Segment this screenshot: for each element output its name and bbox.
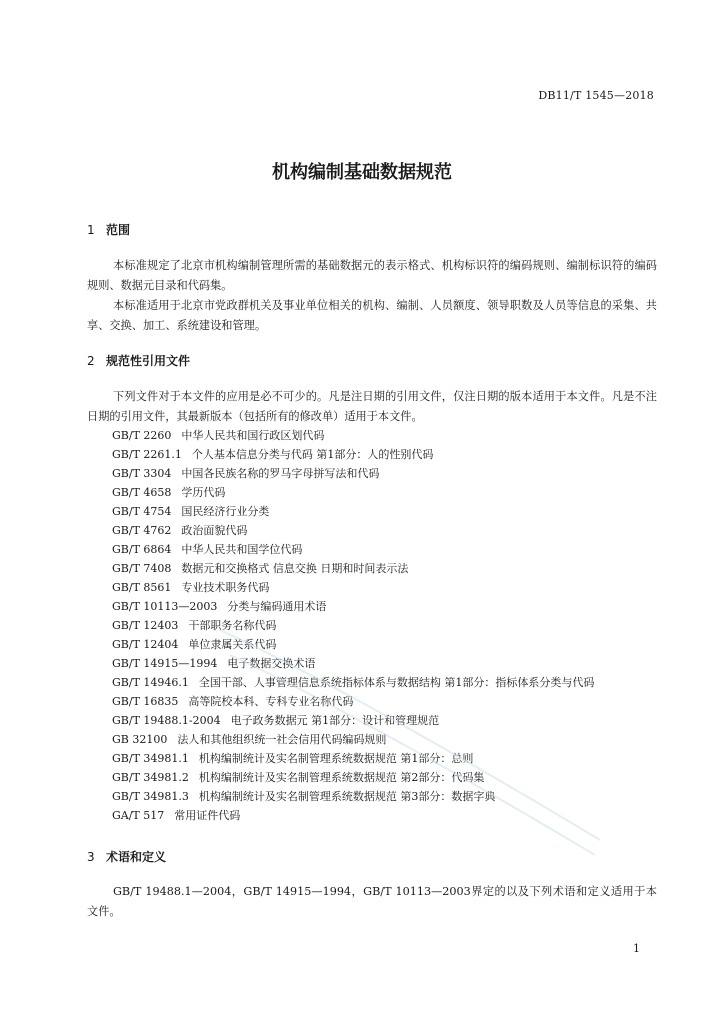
reference-title: 国民经济行业分类	[181, 505, 270, 518]
section-title: 规范性引用文件	[106, 354, 191, 368]
section-number: 1	[87, 223, 95, 237]
reference-code: GB/T 14915—1994	[112, 657, 218, 670]
reference-title: 分类与编码通用术语	[227, 600, 327, 613]
reference-code: GB/T 4658	[112, 486, 172, 499]
reference-code: GB/T 10113—2003	[112, 600, 218, 613]
section-number: 2	[87, 354, 95, 368]
reference-code: GB/T 19488.1-2004	[112, 714, 221, 727]
reference-title: 高等院校本科、专科专业名称代码	[188, 695, 354, 708]
reference-item	[112, 464, 594, 483]
reference-code: GB/T 2261.1	[112, 448, 182, 461]
section-heading-terms	[87, 848, 166, 865]
scope-paragraph-2: 本标准适用于北京市党政群机关及事业单位相关的机构、编制、人员额度、领导职数及人员等信息的采集、共享、交换、加工、系统建设和管理。	[87, 299, 657, 332]
reference-item	[112, 711, 594, 730]
references-intro-text: 下列文件对于本文件的应用是必不可少的。凡是注日期的引用文件，仅注日期的版本适用于本文件。凡是不注日期的引用文件，其最新版本（包括所有的修改单）适用于本文件。	[87, 390, 657, 423]
reference-item	[112, 787, 594, 806]
reference-item	[112, 730, 594, 749]
section-heading-references	[87, 352, 190, 369]
reference-code: GB/T 12404	[112, 638, 179, 651]
reference-code: GB/T 14946.1	[112, 676, 189, 689]
reference-title: 电子政务数据元 第1部分：设计和管理规范	[230, 714, 440, 727]
reference-title: 专业技术职务代码	[181, 581, 270, 594]
references-intro	[87, 387, 657, 427]
reference-title: 机构编制统计及实名制管理系统数据规范 第2部分：代码集	[198, 771, 485, 784]
reference-code: GB/T 2260	[112, 429, 172, 442]
document-code: DB11/T 1545—2018	[538, 89, 654, 102]
reference-code: GB/T 6864	[112, 543, 172, 556]
reference-code: GB 32100	[112, 733, 168, 746]
reference-title: 机构编制统计及实名制管理系统数据规范 第1部分：总则	[198, 752, 474, 765]
section-title: 术语和定义	[106, 850, 167, 864]
reference-item	[112, 578, 594, 597]
reference-title: 全国干部、人事管理信息系统指标体系与数据结构 第1部分：指标体系分类与代码	[198, 676, 595, 689]
section-number: 3	[87, 850, 95, 864]
reference-code: GB/T 3304	[112, 467, 172, 480]
reference-list	[112, 426, 594, 825]
reference-code: GB/T 34981.3	[112, 790, 189, 803]
terms-intro	[87, 882, 657, 922]
reference-item	[112, 502, 594, 521]
reference-code: GB/T 4754	[112, 505, 172, 518]
section-title: 范围	[106, 223, 131, 237]
reference-item	[112, 540, 594, 559]
reference-item	[112, 616, 594, 635]
reference-item	[112, 635, 594, 654]
terms-intro-text: GB/T 19488.1—2004，GB/T 14915—1994，GB/T 10113—2003界定的以及下列术语和定义适用于本文件。	[87, 885, 657, 918]
reference-title: 数据元和交换格式 信息交换 日期和时间表示法	[181, 562, 409, 575]
reference-item	[112, 692, 594, 711]
reference-item	[112, 483, 594, 502]
reference-title: 电子数据交换术语	[227, 657, 316, 670]
reference-item	[112, 673, 594, 692]
reference-title: 中华人民共和国学位代码	[181, 543, 303, 556]
reference-item	[112, 521, 594, 540]
reference-item	[112, 426, 594, 445]
page-number: 1	[633, 942, 640, 955]
reference-code: GB/T 34981.1	[112, 752, 189, 765]
reference-title: 干部职务名称代码	[188, 619, 277, 632]
reference-title: 个人基本信息分类与代码 第1部分：人的性别代码	[191, 448, 434, 461]
reference-code: GB/T 7408	[112, 562, 172, 575]
reference-title: 学历代码	[181, 486, 226, 499]
reference-item	[112, 806, 594, 825]
reference-code: GB/T 34981.2	[112, 771, 189, 784]
reference-code: GB/T 16835	[112, 695, 179, 708]
reference-item	[112, 559, 594, 578]
reference-item	[112, 445, 594, 464]
reference-title: 单位隶属关系代码	[188, 638, 277, 651]
reference-item	[112, 768, 594, 787]
reference-item	[112, 597, 594, 616]
reference-code: GB/T 4762	[112, 524, 172, 537]
reference-title: 政治面貌代码	[181, 524, 248, 537]
reference-title: 机构编制统计及实名制管理系统数据规范 第3部分：数据字典	[198, 790, 496, 803]
reference-title: 法人和其他组织统一社会信用代码编码规则	[177, 733, 387, 746]
reference-code: GB/T 12403	[112, 619, 179, 632]
reference-item	[112, 654, 594, 673]
document-title: 机构编制基础数据规范	[272, 162, 452, 183]
reference-title: 中国各民族名称的罗马字母拼写法和代码	[181, 467, 380, 480]
scope-body	[87, 256, 657, 336]
reference-code: GA/T 517	[112, 809, 165, 822]
section-heading-scope	[87, 221, 130, 238]
reference-title: 中华人民共和国行政区划代码	[181, 429, 325, 442]
reference-item	[112, 749, 594, 768]
scope-paragraph-1: 本标准规定了北京市机构编制管理所需的基础数据元的表示格式、机构标识符的编码规则、编制标识符的编码规则、数据元目录和代码集。	[87, 259, 657, 292]
reference-code: GB/T 8561	[112, 581, 172, 594]
reference-title: 常用证件代码	[174, 809, 241, 822]
